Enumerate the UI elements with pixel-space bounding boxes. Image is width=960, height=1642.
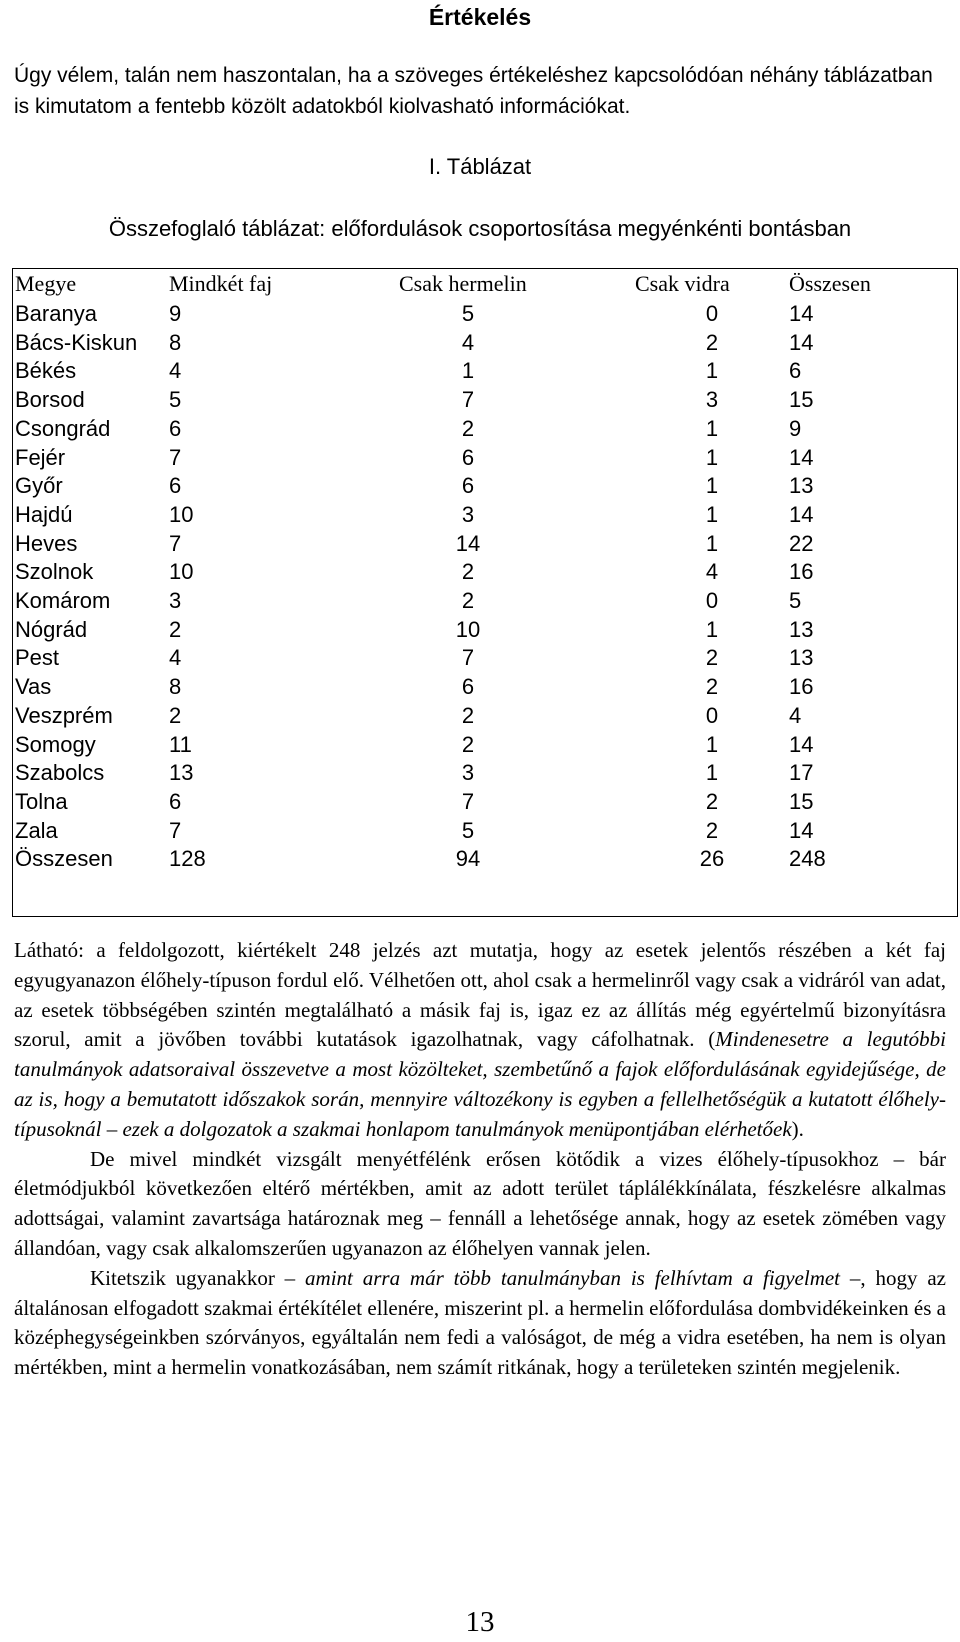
paragraph-1-end: ). (791, 1116, 804, 1141)
cell-only-stoat: 1 (461, 358, 475, 384)
cell-only-stoat: 5 (461, 817, 475, 843)
paragraph-3-text: Kitetszik ugyanakkor – (90, 1265, 306, 1290)
cell-county: Győr (15, 473, 63, 499)
cell-county: Somogy (15, 731, 96, 757)
cell-both-species: 4 (169, 358, 182, 384)
cell-only-otter: 1 (705, 358, 719, 384)
paragraph-1-italic: Mindenesetre a legutóbbi tanulmányok adatsoraival összevetve a most közölteket, szembetűnő a fajok előfordulásának egyidejűsége, de az is, hogy a bemutatott időszakok során, mennyire változékony is egyben a fellelhetőségük a kutatott élőhely-típusoknál – ezek a dolgozatok a szakmai honlapom tanulmányok menüpontjában elérhetőek (14, 1027, 946, 1141)
cell-only-stoat: 2 (461, 559, 475, 585)
cell-only-stoat: 94 (455, 846, 481, 872)
table-row (13, 816, 957, 846)
cell-both-species: 13 (169, 760, 194, 786)
table-row (13, 730, 957, 760)
cell-only-stoat: 3 (461, 760, 475, 786)
cell-county: Baranya (15, 301, 97, 326)
cell-both-species: 2 (169, 616, 182, 642)
cell-both-species: 7 (169, 530, 182, 556)
cell-both-species: 9 (169, 301, 182, 326)
cell-total: 13 (789, 616, 814, 642)
header-both-species: Mindkét faj (169, 271, 273, 296)
table-row (13, 615, 957, 645)
cell-total: 15 (789, 788, 814, 814)
cell-only-stoat: 7 (461, 645, 475, 671)
cell-total: 14 (789, 817, 814, 843)
cell-only-otter: 2 (705, 645, 719, 671)
table-total-row (13, 844, 957, 874)
cell-total: 13 (789, 473, 814, 499)
cell-only-stoat: 6 (461, 674, 475, 700)
table-row (13, 356, 957, 386)
cell-both-species: 2 (169, 702, 182, 728)
cell-county: Pest (15, 645, 60, 671)
cell-only-otter: 26 (699, 846, 725, 872)
table-subtitle: Összefoglaló táblázat: előfordulások csoportosítása megyénkénti bontásban (108, 216, 852, 241)
cell-both-species: 7 (169, 444, 182, 470)
cell-only-stoat: 2 (461, 415, 475, 441)
cell-total: 16 (789, 559, 814, 585)
intro-paragraph: Úgy vélem, talán nem haszontalan, ha a szöveges értékeléshez kapcsolódóan néhány táblázatban is kimutatom a fentebb közölt adatokból kiolvasható információkat. (14, 64, 933, 118)
cell-county: Vas (15, 674, 52, 700)
paragraph-3 (14, 1264, 946, 1383)
table-row (13, 299, 957, 329)
cell-county: Borsod (15, 387, 85, 413)
table-row (13, 443, 957, 473)
table-row (13, 672, 957, 702)
cell-both-species: 3 (169, 588, 182, 613)
cell-county: Békés (15, 358, 77, 384)
cell-only-stoat: 7 (461, 788, 475, 814)
cell-only-otter: 2 (705, 329, 719, 355)
paragraph-3-italic: amint arra már több tanulmányban is felhívtam a figyelmet (305, 1265, 841, 1290)
cell-county: Szabolcs (15, 760, 105, 786)
cell-total: 22 (789, 530, 814, 556)
cell-total: 14 (789, 301, 814, 326)
cell-both-species: 5 (169, 387, 182, 413)
cell-both-species: 8 (169, 329, 182, 355)
cell-only-otter: 1 (705, 760, 719, 786)
cell-only-stoat: 6 (461, 473, 475, 499)
cell-only-otter: 1 (705, 530, 719, 556)
table-row (13, 787, 957, 817)
evaluation-body (14, 936, 946, 1383)
cell-total: 14 (789, 329, 814, 355)
cell-county: Fejér (15, 444, 66, 470)
cell-county: Nógrád (15, 616, 88, 642)
paragraph-2: De mivel mindkét vizsgált menyétfélénk erősen kötődik a vizes élőhely-típusokhoz – bár életmódjukból következően eltérő mértékben, amit az adott terület táplálékkínálata, fészkelésre alkalmas adottságai, valamint zavartsága határoznak meg – fennáll a lehetősége annak, hogy az esetek zömében vagy állandóan, vagy csak alkalomszerűen ugyanazon az élőhelyen vannak jelen. (14, 1146, 946, 1260)
cell-only-stoat: 14 (455, 530, 481, 556)
cell-county: Csongrád (15, 415, 111, 441)
cell-county: Tolna (15, 788, 68, 814)
cell-only-otter: 0 (705, 301, 719, 326)
table-row (13, 586, 957, 616)
cell-total: 6 (789, 358, 802, 384)
cell-only-otter: 1 (705, 415, 719, 441)
cell-only-stoat: 5 (461, 301, 475, 326)
table-header-row (13, 269, 957, 299)
cell-county: Zala (15, 817, 58, 843)
cell-county: Összesen (15, 846, 113, 872)
cell-only-otter: 1 (705, 473, 719, 499)
cell-county: Heves (15, 530, 78, 556)
cell-only-otter: 1 (705, 444, 719, 470)
header-only-otter: Csak vidra (635, 271, 730, 296)
cell-both-species: 8 (169, 674, 182, 700)
cell-only-otter: 0 (705, 702, 719, 728)
cell-total: 14 (789, 731, 814, 757)
cell-only-otter: 2 (705, 674, 719, 700)
cell-total: 16 (789, 674, 814, 700)
table-row (13, 328, 957, 358)
cell-only-otter: 4 (705, 559, 719, 585)
cell-only-otter: 1 (705, 616, 719, 642)
cell-both-species: 6 (169, 473, 182, 499)
cell-only-stoat: 3 (461, 501, 475, 527)
paragraph-1-text: Látható: a feldolgozott, kiértékelt 248 jelzés azt mutatja, hogy az esetek jelentős részében a két faj egyugyanazon élőhely-típuson fordul elő. Vélhetően ott, ahol csak a hermelinről vagy csak a vidráról van adat, az esetek többségében szintén megtalálható a másik faj is, igaz ez az állítás még egyértelmű bizonyításra szorul, amit a jövőben további kutatások igazolhatnak, vagy cáfolhatnak. ( (14, 938, 946, 1052)
cell-total: 13 (789, 645, 814, 671)
cell-only-otter: 3 (705, 387, 719, 413)
paragraph-1 (14, 936, 946, 1145)
table-row (13, 758, 957, 788)
cell-both-species: 7 (169, 817, 182, 843)
table-row (13, 471, 957, 501)
cell-only-stoat: 4 (461, 329, 475, 355)
table-row (13, 500, 957, 530)
cell-only-otter: 1 (705, 501, 719, 527)
cell-only-stoat: 2 (461, 731, 475, 757)
cell-total: 5 (789, 588, 802, 613)
cell-total: 14 (789, 444, 814, 470)
cell-total: 4 (789, 702, 802, 728)
paragraph-3-end: –, hogy az általánosan elfogadott szakmai értékítélet ellenére, miszerint pl. a hermelin előfordulása dombvidékeinken és a középhegységeinkben szórványos, egyáltalán nem fedi a valóságot, de még a vidra esetében, ha nem is olyan mértékben, mint a hermelin vonatkozásában, nem számít ritkának, hogy a területeken szintén megjelenik. (14, 1265, 946, 1380)
cell-only-otter: 2 (705, 817, 719, 843)
cell-county: Szolnok (15, 559, 94, 585)
cell-county: Veszprém (15, 702, 113, 728)
cell-both-species: 10 (169, 501, 194, 527)
cell-only-otter: 0 (705, 588, 719, 613)
cell-only-otter: 2 (705, 788, 719, 814)
cell-both-species: 4 (169, 645, 182, 671)
header-county: Megye (15, 271, 77, 296)
cell-county: Bács-Kiskun (15, 329, 138, 355)
header-total: Összesen (789, 271, 871, 296)
table-row (13, 529, 957, 559)
cell-total: 17 (789, 760, 814, 786)
table-row (13, 557, 957, 587)
county-summary-table (12, 268, 958, 917)
cell-only-stoat: 2 (461, 588, 475, 613)
cell-total: 15 (789, 387, 814, 413)
table-caption: I. Táblázat (428, 154, 532, 179)
table-row (13, 414, 957, 444)
cell-both-species: 6 (169, 415, 182, 441)
cell-both-species: 128 (169, 846, 206, 872)
cell-total: 9 (789, 415, 802, 441)
cell-county: Hajdú (15, 501, 73, 527)
cell-only-stoat: 10 (455, 616, 481, 642)
cell-both-species: 10 (169, 559, 194, 585)
header-only-stoat: Csak hermelin (399, 271, 527, 296)
cell-both-species: 11 (169, 731, 192, 757)
cell-total: 248 (789, 846, 826, 872)
cell-both-species: 6 (169, 788, 182, 814)
table-row (13, 701, 957, 731)
cell-only-stoat: 6 (461, 444, 475, 470)
section-heading: Értékelés (428, 4, 532, 30)
table-row (13, 643, 957, 673)
cell-total: 14 (789, 501, 814, 527)
cell-county: Komárom (15, 588, 111, 613)
table-row (13, 385, 957, 415)
cell-only-stoat: 2 (461, 702, 475, 728)
cell-only-otter: 1 (705, 731, 719, 757)
page-number: 13 (465, 1606, 495, 1638)
cell-only-stoat: 7 (461, 387, 475, 413)
